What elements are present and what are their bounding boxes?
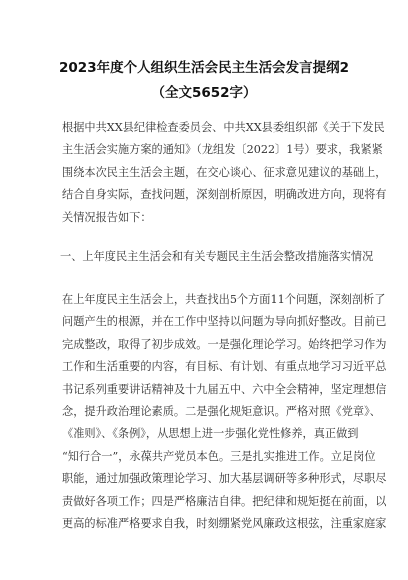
intro-line: 根据中共XX县纪律检查委员会、中共XX县委组织部《关于下发民 <box>62 121 385 134</box>
document-title: 2023年度个人组织生活会民主生活会发言提纲2 <box>59 60 349 76</box>
section-heading: 一、上年度民主生活会和有关专题民主生活会整改措施落实情况 <box>60 250 374 263</box>
intro-line: 主生活会实施方案的通知》（龙组发〔2022〕1号）要求，我紧紧 <box>62 143 383 157</box>
intro-line: 结合自身实际，查找问题，深刻剖析原因，明确改进方向，现将有 <box>62 188 387 202</box>
body-line: “知行合一”，永葆共产党员本色。三是扎实推进工作。立足岗位 <box>62 449 376 463</box>
body-line: 书记系列重要讲话精神及十九届五中、六中全会精神，坚定理想信 <box>62 382 387 396</box>
intro-paragraph <box>62 117 387 229</box>
body-line: 职能，通过加强政策理论学习、加大基层调研等多种形式，尽职尽 <box>62 472 387 486</box>
intro-line: 围绕本次民主生活会主题，在交心谈心、征求意见建议的基础上， <box>62 165 387 179</box>
intro-line: 关情况报告如下： <box>62 210 152 224</box>
body-line: 《准则》、《条例》，从思想上进一步强化党性修养，真正做到 <box>62 427 359 441</box>
body-line: 在上年度民主生活会上，共查找出5个方面11个问题，深刻剖析了 <box>62 293 386 306</box>
body-line: 完成整改，取得了初步成效。一是强化理论学习。始终把学习作为 <box>62 337 387 351</box>
body-line: 工作和生活重要的内容，有目标、有计划、有重点地学习习近平总 <box>62 360 387 374</box>
body-line: 念，提升政治理论素质。二是强化规矩意识。严格对照《党章》、 <box>62 404 381 418</box>
body-paragraph <box>62 289 387 535</box>
body-line: 问题产生的根源，并在工作中坚持以问题为导向抓好整改。目前已 <box>62 315 387 329</box>
body-line: 责做好各项工作；四是严格廉洁自律。把纪律和规矩挺在前面，以 <box>62 494 387 508</box>
document-subtitle: （全文5652字） <box>151 85 257 101</box>
body-line: 更高的标准严格要求自我，时刻绷紧党风廉政这根弦，注重家庭家 <box>62 516 387 530</box>
